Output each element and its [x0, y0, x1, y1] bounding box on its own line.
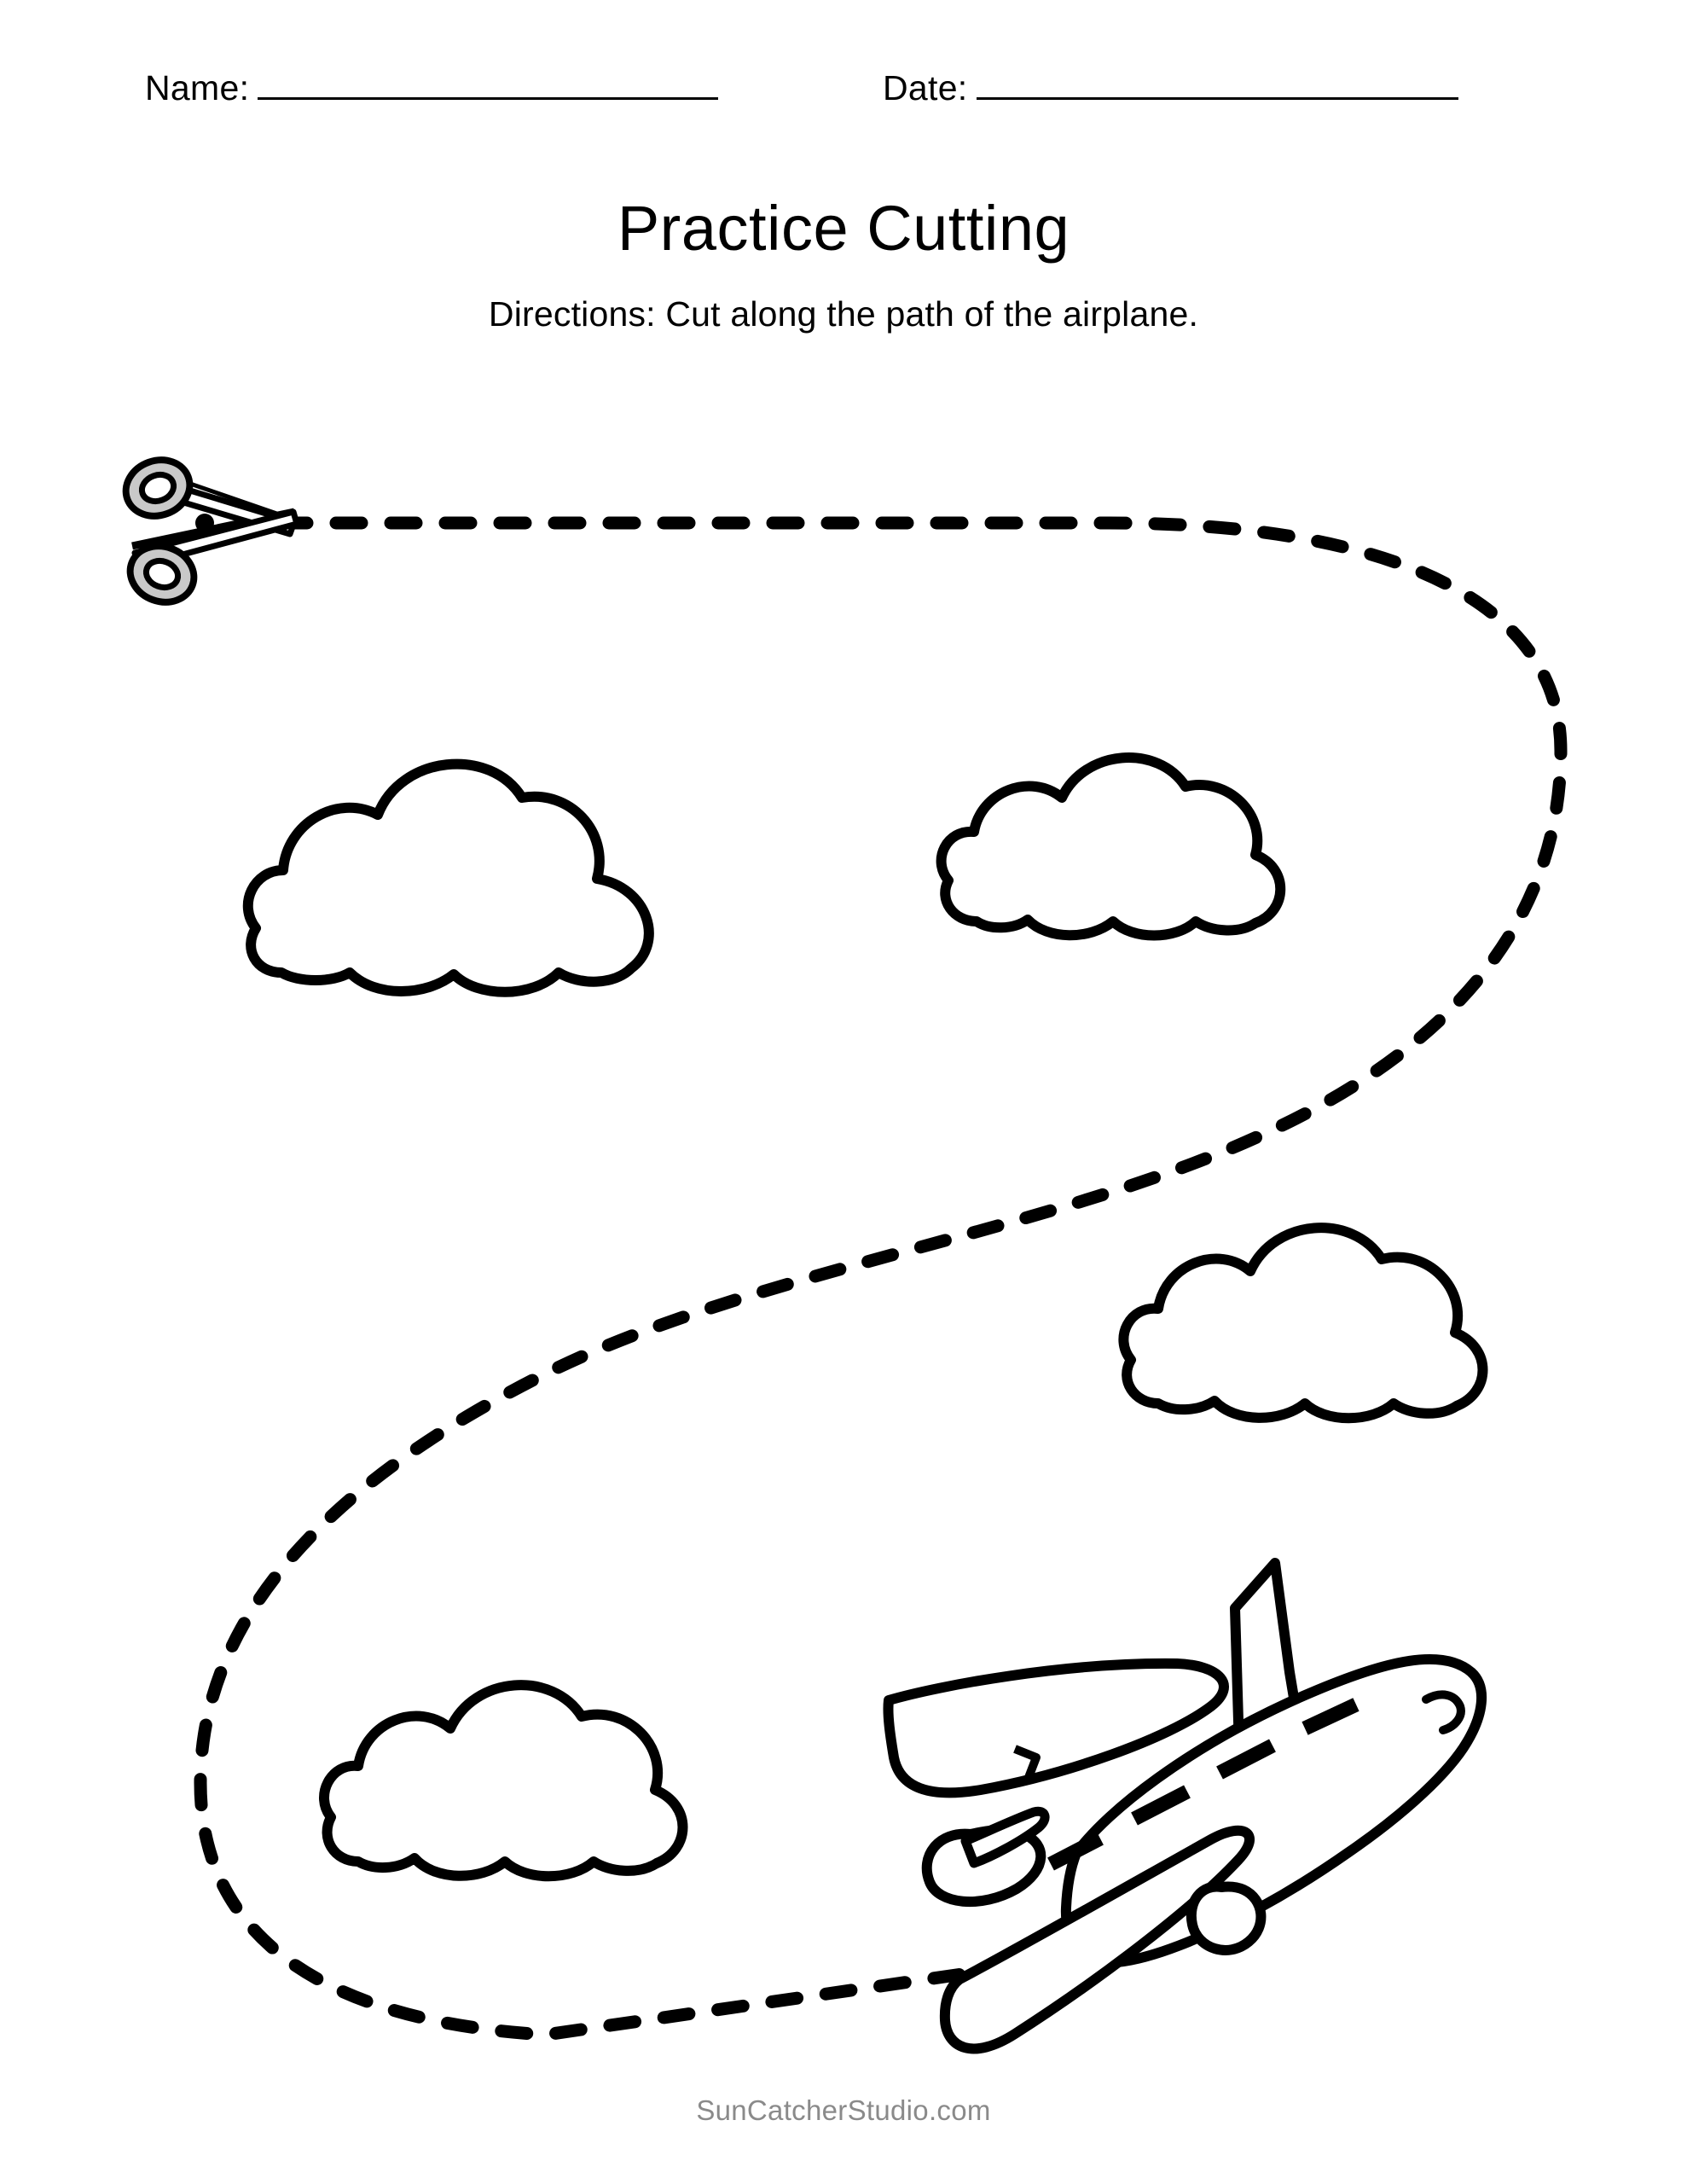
cloud-shape	[248, 764, 649, 992]
footer-credit: SunCatcherStudio.com	[696, 2094, 991, 2126]
cloud-shape	[1123, 1228, 1482, 1418]
date-label: Date:	[883, 68, 968, 107]
page-directions: Directions: Cut along the path of the airplane.	[488, 294, 1199, 334]
page-title: Practice Cutting	[617, 193, 1070, 264]
cloud-shape	[942, 758, 1281, 935]
scissors-icon	[118, 451, 297, 611]
name-label: Name:	[145, 68, 250, 107]
cloud-shape	[324, 1685, 683, 1876]
airplane-illustration	[888, 1563, 1687, 2048]
